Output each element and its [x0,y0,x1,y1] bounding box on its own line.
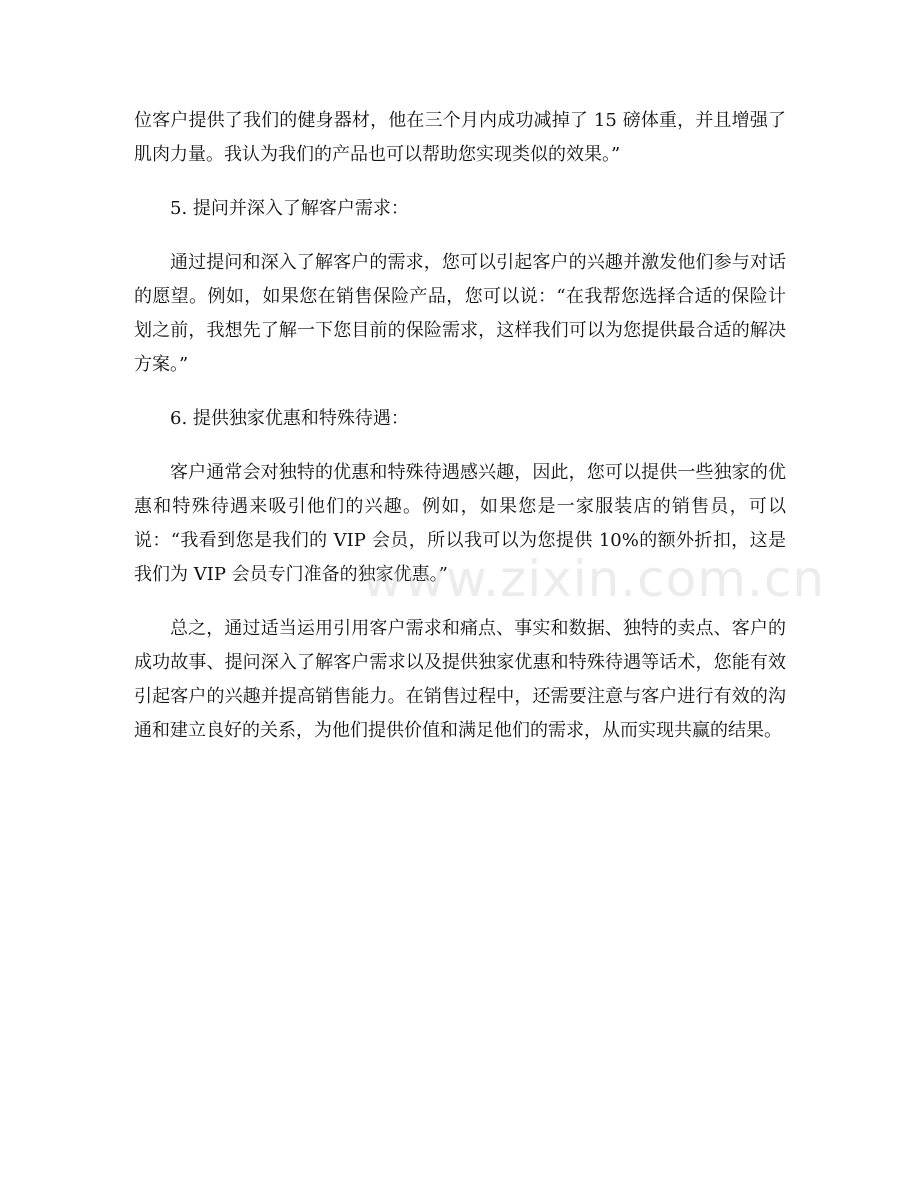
section-heading-5: 5. 提问并深入了解客户需求： [170,198,409,219]
watermark-text: www.zixin.com.cn [362,550,826,608]
paragraph-exclusive-offers: 客户通常会对独特的优惠和特殊待遇感兴趣，因此，您可以提供一些独家的优惠和特殊待遇来吸引他们的兴趣。例如，如果您是一家服装店的销售员，可以说：“我看到您是我们的 VIP 会员，所以我可以为您提供 10%的额外折扣，这是我们为 VIP 会员专门准备的独家优惠。” [134,462,786,585]
paragraph-ask-questions: 通过提问和深入了解客户的需求，您可以引起客户的兴趣并激发他们参与对话的愿望。例如，如果您在销售保险产品，您可以说：“在我帮您选择合适的保险计划之前，我想先了解一下您目前的保险需求，这样我们可以为您提供最合适的解决方案。” [134,252,786,375]
document-page [134,104,786,768]
section-heading-6: 6. 提供独家优惠和特殊待遇： [170,408,409,429]
paragraph-continued: 位客户提供了我们的健身器材，他在三个月内成功减掉了 15 磅体重，并且增强了肌肉力量。我认为我们的产品也可以帮助您实现类似的效果。” [134,110,786,165]
paragraph-summary: 总之，通过适当运用引用客户需求和痛点、事实和数据、独特的卖点、客户的成功故事、提问深入了解客户需求以及提供独家优惠和特殊待遇等话术，您能有效引起客户的兴趣并提高销售能力。在销售过程中，还需要注意与客户进行有效的沟通和建立良好的关系，为他们提供价值和满足他们的需求，从而实现共赢的结果。 [134,618,786,741]
